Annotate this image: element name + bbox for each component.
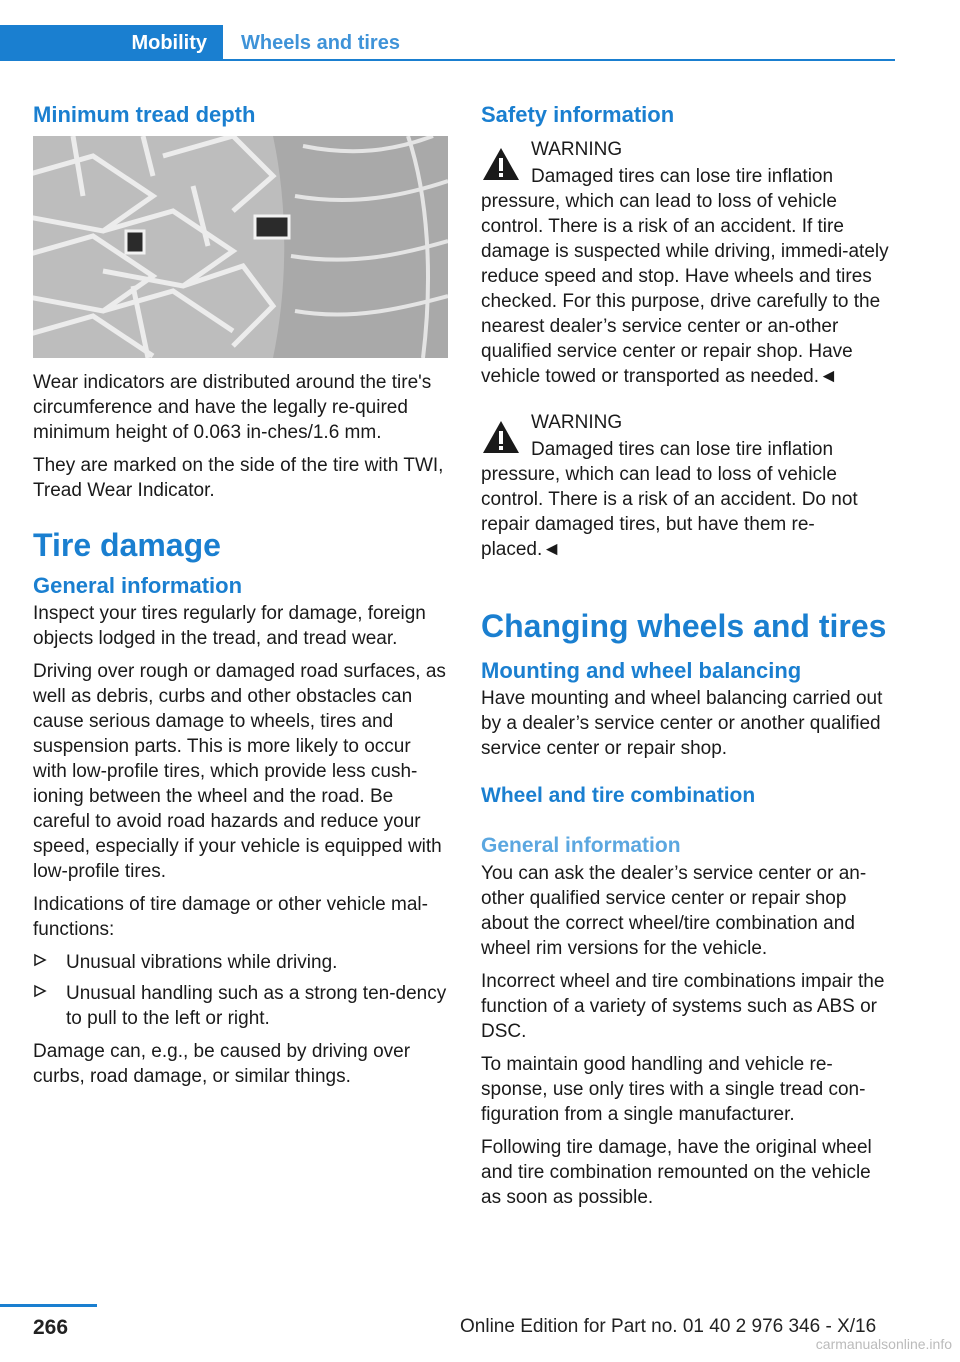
warning-label: WARNING (531, 139, 623, 160)
inspect-text: Inspect your tires regularly for damage, foreign objects lodged in the tread, and tread wear. (33, 603, 426, 649)
tire-damage-heading: Tire damage (33, 527, 221, 563)
wear-indicator-text: Wear indicators are distributed around the tire's circumference and have the legally re-quired minimum height of 0.063 in-ches/1.6 mm. (33, 372, 432, 443)
list-item (33, 981, 448, 1031)
ask-dealer-text: You can ask the dealer’s service center or an-other qualified service center or repair shop about the correct wheel/tire combination and wheel rim versions for the vehicle. (481, 863, 867, 959)
warning-triangle-icon (481, 146, 521, 187)
bullet-arrow-icon (33, 950, 47, 977)
warning-text: Damaged tires can lose tire inflation pressure, which can lead to loss of vehicle control. There is a risk of an accident. If tire damage is suspected while driving, immedi-ately reduce speed and stop. Have wheels and tires checked. For this purpose, drive carefully to the nearest dealer’s service center or an-other qualified service center or repair shop. Have vehicle towed or transported as needed.◄ (481, 166, 889, 387)
footer-rule (0, 1304, 97, 1307)
changing-wheels-heading: Changing wheels and tires (481, 608, 887, 644)
driving-text: Driving over rough or damaged road surfaces, as well as debris, curbs and other obstacles can cause serious damage to wheels, tires and suspension parts. This is more likely to occur with low-profile tires, which provide less cush-ioning between the wheel and the road. Be careful to avoid road hazards and reduce your speed, especially if your vehicle is equipped with low-profile tires. (33, 661, 446, 882)
combination-heading: Wheel and tire combination (481, 784, 756, 807)
chapter-tab[interactable]: Wheels and tires (241, 32, 400, 54)
watermark[interactable]: carmanualsonline.info (815, 1336, 952, 1352)
list-item (33, 950, 448, 975)
page-header (0, 25, 895, 61)
maintain-handling-text: To maintain good handling and vehicle re-sponse, use only tires with a single tread con-figuration from a single manufacturer. (481, 1054, 866, 1125)
damage-cause-text: Damage can, e.g., be caused by driving over curbs, road damage, or similar things. (33, 1041, 411, 1087)
left-column (33, 100, 448, 1089)
section-tab[interactable]: Mobility (0, 25, 223, 61)
warning-text: Damaged tires can lose tire inflation pressure, which can lead to loss of vehicle control. There is a risk of an accident. Do not repair damaged tires, but have them re-placed.◄ (481, 439, 858, 560)
incorrect-combo-text: Incorrect wheel and tire combinations impair the function of a variety of systems such as ABS or DSC. (481, 971, 885, 1042)
list-item-text: Unusual handling such as a strong ten-dency to pull to the left or right. (66, 983, 447, 1029)
warning-triangle-icon (481, 419, 521, 460)
right-column (481, 100, 893, 1210)
tire-tread-illustration (33, 136, 448, 358)
safety-info-heading: Safety information (481, 102, 675, 127)
page-number: 266 (33, 1316, 69, 1339)
twi-text: They are marked on the side of the tire with TWI, Tread Wear Indicator. (33, 455, 444, 501)
warning-label: WARNING (531, 412, 623, 433)
mounting-heading: Mounting and wheel balancing (481, 658, 802, 683)
following-damage-text: Following tire damage, have the original wheel and tire combination remounted on the vehicle as soon as possible. (481, 1137, 872, 1208)
indications-text: Indications of tire damage or other vehicle mal-functions: (33, 894, 428, 940)
tread-wear-indicator-image (33, 136, 448, 358)
min-tread-heading: Minimum tread depth (33, 102, 256, 127)
list-item-text: Unusual vibrations while driving. (66, 952, 338, 973)
mounting-text: Have mounting and wheel balancing carried out by a dealer’s service center or another qualified service center or repair shop. (481, 688, 883, 759)
warning-block (481, 409, 893, 437)
bullet-arrow-icon (33, 981, 47, 1008)
header-rule (223, 59, 895, 61)
general-info-subheading: General information (481, 834, 681, 857)
edition-info: Online Edition for Part no. 01 40 2 976 346 - X/16 (460, 1316, 877, 1337)
warning-block (481, 136, 893, 164)
general-info-heading: General information (33, 573, 243, 598)
